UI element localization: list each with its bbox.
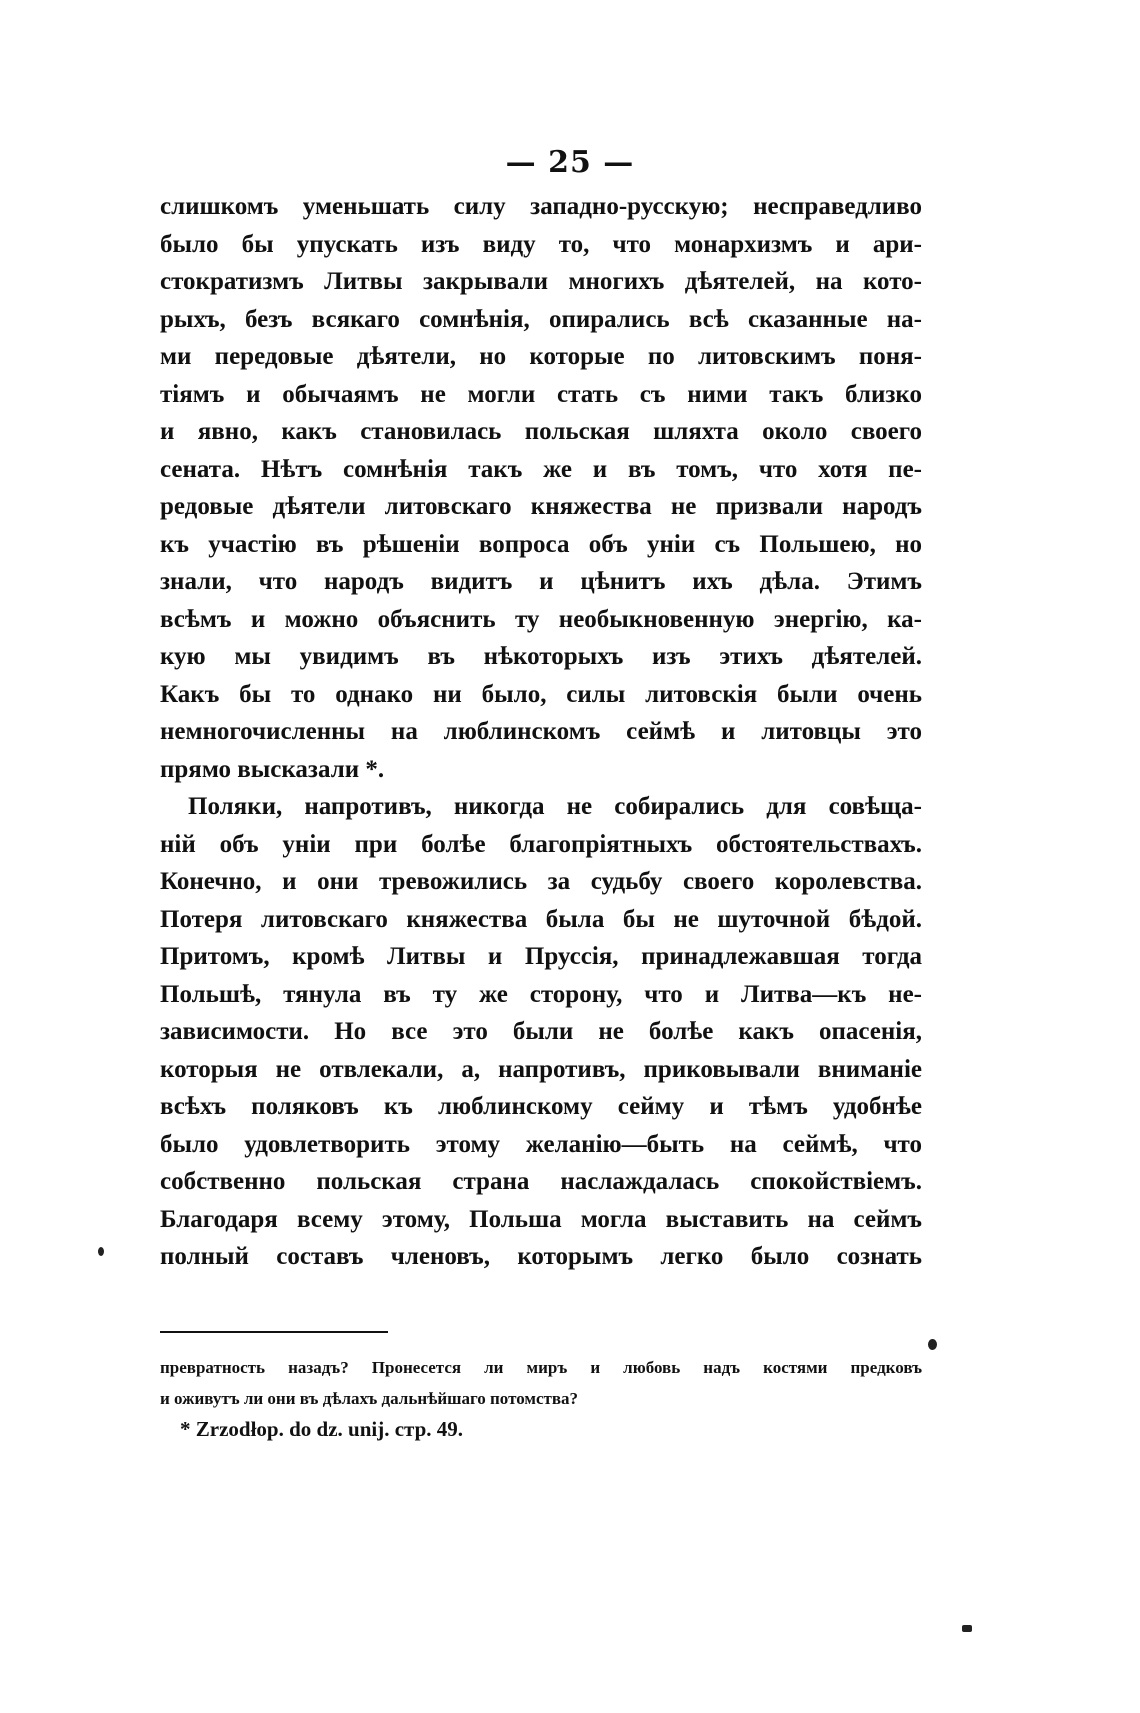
footnote-line: превратность назадъ? Пронесется ли миръ и любовь надъ костями предковъ (160, 1358, 922, 1377)
text-line: полный составъ членовъ, которымъ легко было сознать (160, 1243, 922, 1270)
scan-speck (928, 1339, 937, 1350)
text-line: Потеря литовскаго княжества была бы не шуточной бѣдой. (160, 905, 922, 933)
footnote-reference: * Zrzodłop. do dz. unij. стр. 49. (180, 1417, 464, 1441)
scan-speck (98, 1247, 104, 1256)
text-line: Поляки, напротивъ, никогда не собирались для совѣща- (188, 793, 922, 820)
text-line: прямо высказали *. (160, 755, 385, 783)
text-line: редовые дѣятели литовскаго княжества не призвали народъ (160, 493, 922, 520)
text-line: Конечно, и они тревожились за судьбу своего королевства. (160, 868, 922, 895)
text-line: Какъ бы то однако ни было, силы литовскія были очень (160, 680, 922, 708)
text-line: сената. Нѣтъ сомнѣнія такъ же и въ томъ, что хотя пе- (160, 455, 922, 483)
scan-speck (962, 1625, 972, 1632)
page-number: — 25 — (505, 145, 635, 180)
text-line: было удовлетворить этому желанію—быть на сеймѣ, что (160, 1130, 922, 1158)
text-line: тіямъ и обычаямъ не могли стать съ ними такъ близко (160, 380, 922, 408)
text-line: Польшѣ, тянула въ ту же сторону, что и Литва—къ не- (160, 980, 922, 1008)
text-line: Благодаря всему этому, Польша могла выставить на сеймъ (160, 1205, 922, 1233)
text-line: немногочисленны на люблинскомъ сеймѣ и литовцы это (160, 718, 922, 745)
text-line: ми передовые дѣятели, но которые по литовскимъ поня- (160, 343, 922, 370)
text-line: было бы упускать изъ виду то, что монархизмъ и ари- (160, 230, 922, 258)
text-line: всѣхъ поляковъ къ люблинскому сейму и тѣмъ удобнѣе (160, 1093, 922, 1120)
text-line: Притомъ, кромѣ Литвы и Пруссія, принадлежавшая тогда (160, 943, 922, 970)
footnotes (160, 1352, 922, 1445)
text-line: знали, что народъ видитъ и цѣнитъ ихъ дѣла. Этимъ (160, 568, 922, 595)
text-line: собственно польская страна наслаждалась спокойствіемъ. (160, 1168, 922, 1195)
text-line: ній объ уніи при болѣе благопріятныхъ обстоятельствахъ. (160, 830, 922, 858)
text-line: къ участію въ рѣшеніи вопроса объ уніи съ Польшею, но (160, 530, 922, 558)
footnote-line: и оживутъ ли они въ дѣлахъ дальнѣйшаго потомства? (160, 1389, 579, 1408)
body-text (160, 188, 922, 1276)
text-line: и явно, какъ становилась польская шляхта около своего (160, 418, 922, 445)
text-line: всѣмъ и можно объяснить ту необыкновенную энергію, ка- (160, 605, 922, 633)
text-line: рыхъ, безъ всякаго сомнѣнія, опирались всѣ сказанные на- (160, 305, 922, 333)
text-line: которыя не отвлекали, а, напротивъ, приковывали вниманіе (160, 1055, 922, 1083)
text-line: кую мы увидимъ въ нѣкоторыхъ изъ этихъ дѣятелей. (160, 643, 922, 670)
text-line: стократизмъ Литвы закрывали многихъ дѣятелей, на кото- (160, 268, 922, 295)
text-line: слишкомъ уменьшать силу западно-русскую; несправедливо (160, 193, 922, 220)
footnote-divider (160, 1331, 388, 1333)
text-line: зависимости. Но все это были не болѣе какъ опасенія, (160, 1018, 922, 1045)
